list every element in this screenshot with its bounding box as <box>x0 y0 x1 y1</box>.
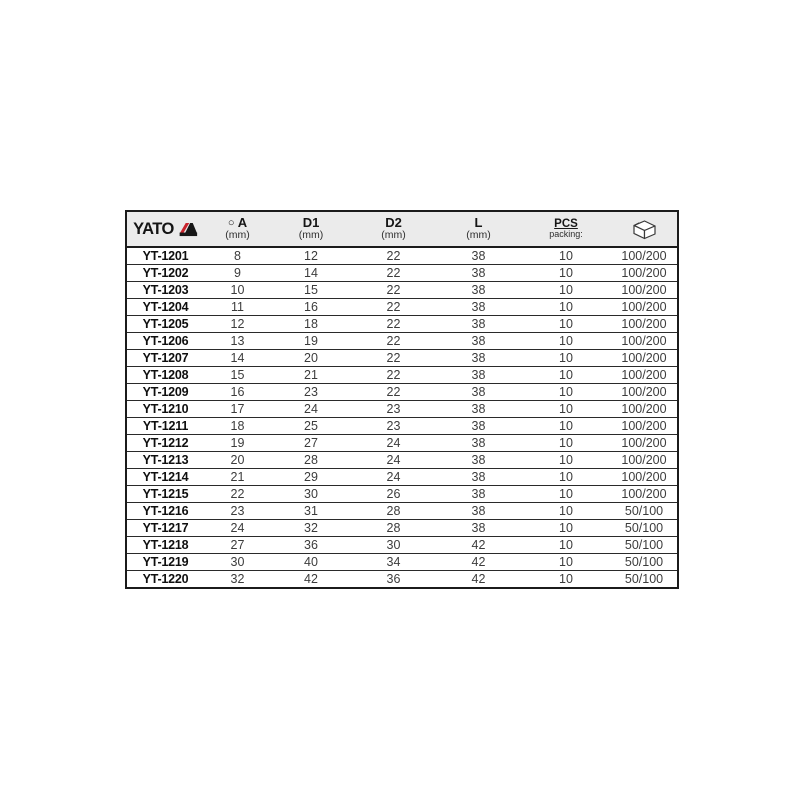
cell-code: YT-1216 <box>126 503 204 520</box>
cell-code: YT-1219 <box>126 554 204 571</box>
cell-d1: 27 <box>271 435 351 452</box>
table-row <box>126 486 678 503</box>
cell-d1: 23 <box>271 384 351 401</box>
cell-d2: 22 <box>351 299 436 316</box>
cell-d2: 28 <box>351 503 436 520</box>
col-pcs-sub: packing: <box>549 229 583 240</box>
cell-d2: 34 <box>351 554 436 571</box>
cell-a: 14 <box>204 350 271 367</box>
cell-code: YT-1214 <box>126 469 204 486</box>
cell-code: YT-1207 <box>126 350 204 367</box>
cell-l: 38 <box>436 418 521 435</box>
col-header-a <box>204 211 271 247</box>
yato-logo-mark <box>177 221 198 238</box>
table-row <box>126 503 678 520</box>
cell-l: 38 <box>436 316 521 333</box>
cell-a: 10 <box>204 282 271 299</box>
cell-code: YT-1204 <box>126 299 204 316</box>
cell-a: 21 <box>204 469 271 486</box>
table-row <box>126 265 678 282</box>
cell-pcs: 10 <box>521 367 611 384</box>
cell-carton: 50/100 <box>611 503 678 520</box>
cell-l: 38 <box>436 452 521 469</box>
cell-a: 30 <box>204 554 271 571</box>
cell-a: 13 <box>204 333 271 350</box>
cell-carton: 100/200 <box>611 299 678 316</box>
cell-d2: 24 <box>351 452 436 469</box>
cell-d1: 28 <box>271 452 351 469</box>
table-row <box>126 418 678 435</box>
table-row <box>126 350 678 367</box>
cell-code: YT-1208 <box>126 367 204 384</box>
cell-pcs: 10 <box>521 316 611 333</box>
col-header-d2 <box>351 211 436 247</box>
diameter-circle-glyph: ○ <box>227 217 235 230</box>
cell-a: 27 <box>204 537 271 554</box>
table-row <box>126 247 678 265</box>
cell-code: YT-1205 <box>126 316 204 333</box>
col-header-l <box>436 211 521 247</box>
table-row <box>126 469 678 486</box>
cell-code: YT-1206 <box>126 333 204 350</box>
cell-a: 11 <box>204 299 271 316</box>
table-row <box>126 452 678 469</box>
cell-d2: 24 <box>351 435 436 452</box>
cell-carton: 100/200 <box>611 350 678 367</box>
cell-l: 42 <box>436 537 521 554</box>
cell-d1: 32 <box>271 520 351 537</box>
cell-l: 38 <box>436 384 521 401</box>
cell-carton: 50/100 <box>611 520 678 537</box>
cell-d1: 16 <box>271 299 351 316</box>
cell-carton: 100/200 <box>611 384 678 401</box>
cell-carton: 100/200 <box>611 486 678 503</box>
carton-icon <box>631 219 658 240</box>
cell-d2: 24 <box>351 469 436 486</box>
cell-d2: 22 <box>351 350 436 367</box>
cell-code: YT-1212 <box>126 435 204 452</box>
col-header-pcs <box>521 211 611 247</box>
col-d2-unit: (mm) <box>381 229 406 242</box>
yato-logo <box>127 220 204 239</box>
cell-l: 38 <box>436 520 521 537</box>
cell-d2: 22 <box>351 367 436 384</box>
cell-d1: 29 <box>271 469 351 486</box>
cell-code: YT-1218 <box>126 537 204 554</box>
cell-pcs: 10 <box>521 452 611 469</box>
cell-a: 17 <box>204 401 271 418</box>
table-row <box>126 537 678 554</box>
table-row <box>126 384 678 401</box>
cell-pcs: 10 <box>521 469 611 486</box>
cell-pcs: 10 <box>521 435 611 452</box>
cell-a: 15 <box>204 367 271 384</box>
cell-d1: 25 <box>271 418 351 435</box>
cell-carton: 100/200 <box>611 418 678 435</box>
table-row <box>126 435 678 452</box>
cell-d1: 42 <box>304 571 318 586</box>
cell-d1: 14 <box>271 265 351 282</box>
cell-pcs: 10 <box>521 537 611 554</box>
cell-code: YT-1203 <box>126 282 204 299</box>
col-pcs-label: PCS <box>554 217 578 230</box>
cell-a: 24 <box>204 520 271 537</box>
table-body <box>126 247 678 588</box>
product-spec-table <box>125 210 679 589</box>
cell-a: 23 <box>204 503 271 520</box>
table-header <box>126 211 678 247</box>
cell-a: 20 <box>204 452 271 469</box>
cell-l: 38 <box>436 469 521 486</box>
cell-d1: 18 <box>271 316 351 333</box>
cell-d1: 36 <box>271 537 351 554</box>
cell-pcs: 10 <box>521 554 611 571</box>
cell-a: 19 <box>204 435 271 452</box>
col-d1-label: D1 <box>302 215 320 231</box>
cell-l: 38 <box>436 367 521 384</box>
cell-pcs: 10 <box>521 299 611 316</box>
cell-a: 12 <box>204 316 271 333</box>
cell-carton: 100/200 <box>611 367 678 384</box>
cell-pcs: 10 <box>559 571 573 586</box>
cell-a: 22 <box>204 486 271 503</box>
cell-d2: 23 <box>351 418 436 435</box>
table-row <box>126 282 678 299</box>
cell-a: 18 <box>204 418 271 435</box>
cell-a: 9 <box>204 265 271 282</box>
cell-carton: 100/200 <box>611 469 678 486</box>
cell-code: YT-1217 <box>126 520 204 537</box>
yato-logo-text: YATO <box>133 219 174 238</box>
cell-code: YT-1211 <box>126 418 204 435</box>
cell-d1: 12 <box>271 247 351 265</box>
cell-pcs: 10 <box>521 418 611 435</box>
cell-carton: 100/200 <box>611 401 678 418</box>
cell-pcs: 10 <box>521 350 611 367</box>
table-row <box>126 401 678 418</box>
cell-l: 38 <box>436 299 521 316</box>
cell-a: 8 <box>204 247 271 265</box>
cell-d1: 31 <box>271 503 351 520</box>
cell-l: 38 <box>436 435 521 452</box>
table-row <box>126 333 678 350</box>
table-row <box>126 571 678 589</box>
col-d2-label: D2 <box>385 215 402 231</box>
cell-d2: 23 <box>351 401 436 418</box>
cell-d1: 21 <box>271 367 351 384</box>
cell-pcs: 10 <box>521 265 611 282</box>
cell-d1: 24 <box>271 401 351 418</box>
cell-code: YT-1209 <box>126 384 204 401</box>
cell-l: 38 <box>436 401 521 418</box>
header-row <box>126 211 678 247</box>
cell-pcs: 10 <box>521 520 611 537</box>
cell-l: 38 <box>436 282 521 299</box>
cell-d2: 22 <box>351 384 436 401</box>
cell-d1: 20 <box>271 350 351 367</box>
cell-l: 38 <box>436 503 521 520</box>
cell-carton: 100/200 <box>611 452 678 469</box>
col-a-label: ○ A <box>227 215 248 231</box>
table-row <box>126 299 678 316</box>
cell-code: YT-1210 <box>126 401 204 418</box>
cell-carton: 50/100 <box>611 554 678 571</box>
cell-carton: 100/200 <box>611 247 678 265</box>
cell-d2: 22 <box>351 282 436 299</box>
cell-code: YT-1202 <box>126 265 204 282</box>
cell-d1: 19 <box>271 333 351 350</box>
cell-pcs: 10 <box>521 503 611 520</box>
cell-carton: 100/200 <box>611 282 678 299</box>
cell-carton: 50/100 <box>624 571 664 586</box>
col-header-brand <box>126 211 204 247</box>
cell-pcs: 10 <box>521 333 611 350</box>
table-row <box>126 316 678 333</box>
cell-carton: 100/200 <box>611 435 678 452</box>
cell-l: 38 <box>436 247 521 265</box>
cell-d1: 30 <box>271 486 351 503</box>
cell-d2: 28 <box>351 520 436 537</box>
col-d1-unit: (mm) <box>298 229 324 242</box>
table-row <box>126 520 678 537</box>
col-header-carton <box>611 211 678 247</box>
cell-a: 32 <box>230 571 245 586</box>
cell-d2: 22 <box>351 333 436 350</box>
cell-d2: 22 <box>351 247 436 265</box>
cell-code: YT-1213 <box>126 452 204 469</box>
cell-d2: 36 <box>386 571 401 586</box>
cell-d2: 26 <box>351 486 436 503</box>
col-l-label: L <box>474 215 483 231</box>
cell-l: 38 <box>436 333 521 350</box>
cell-l: 42 <box>436 554 521 571</box>
col-header-d1 <box>271 211 351 247</box>
cell-code: YT-1220 <box>142 571 189 586</box>
cell-pcs: 10 <box>521 401 611 418</box>
cell-l: 38 <box>436 265 521 282</box>
cell-d2: 22 <box>351 316 436 333</box>
table-row <box>126 554 678 571</box>
cell-code: YT-1201 <box>126 247 204 265</box>
cell-carton: 100/200 <box>611 333 678 350</box>
cell-d2: 30 <box>351 537 436 554</box>
cell-pcs: 10 <box>521 486 611 503</box>
table-row <box>126 367 678 384</box>
cell-a: 16 <box>204 384 271 401</box>
cell-pcs: 10 <box>521 247 611 265</box>
cell-code: YT-1215 <box>126 486 204 503</box>
cell-pcs: 10 <box>521 282 611 299</box>
col-l-unit: (mm) <box>466 229 491 242</box>
cell-d1: 40 <box>271 554 351 571</box>
cell-d2: 22 <box>351 265 436 282</box>
cell-l: 38 <box>436 486 521 503</box>
cell-carton: 100/200 <box>611 316 678 333</box>
cell-pcs: 10 <box>521 384 611 401</box>
cell-carton: 50/100 <box>611 537 678 554</box>
col-a-unit: (mm) <box>225 229 250 242</box>
cell-l: 38 <box>436 350 521 367</box>
cell-d1: 15 <box>271 282 351 299</box>
cell-l: 42 <box>471 571 486 586</box>
cell-carton: 100/200 <box>611 265 678 282</box>
